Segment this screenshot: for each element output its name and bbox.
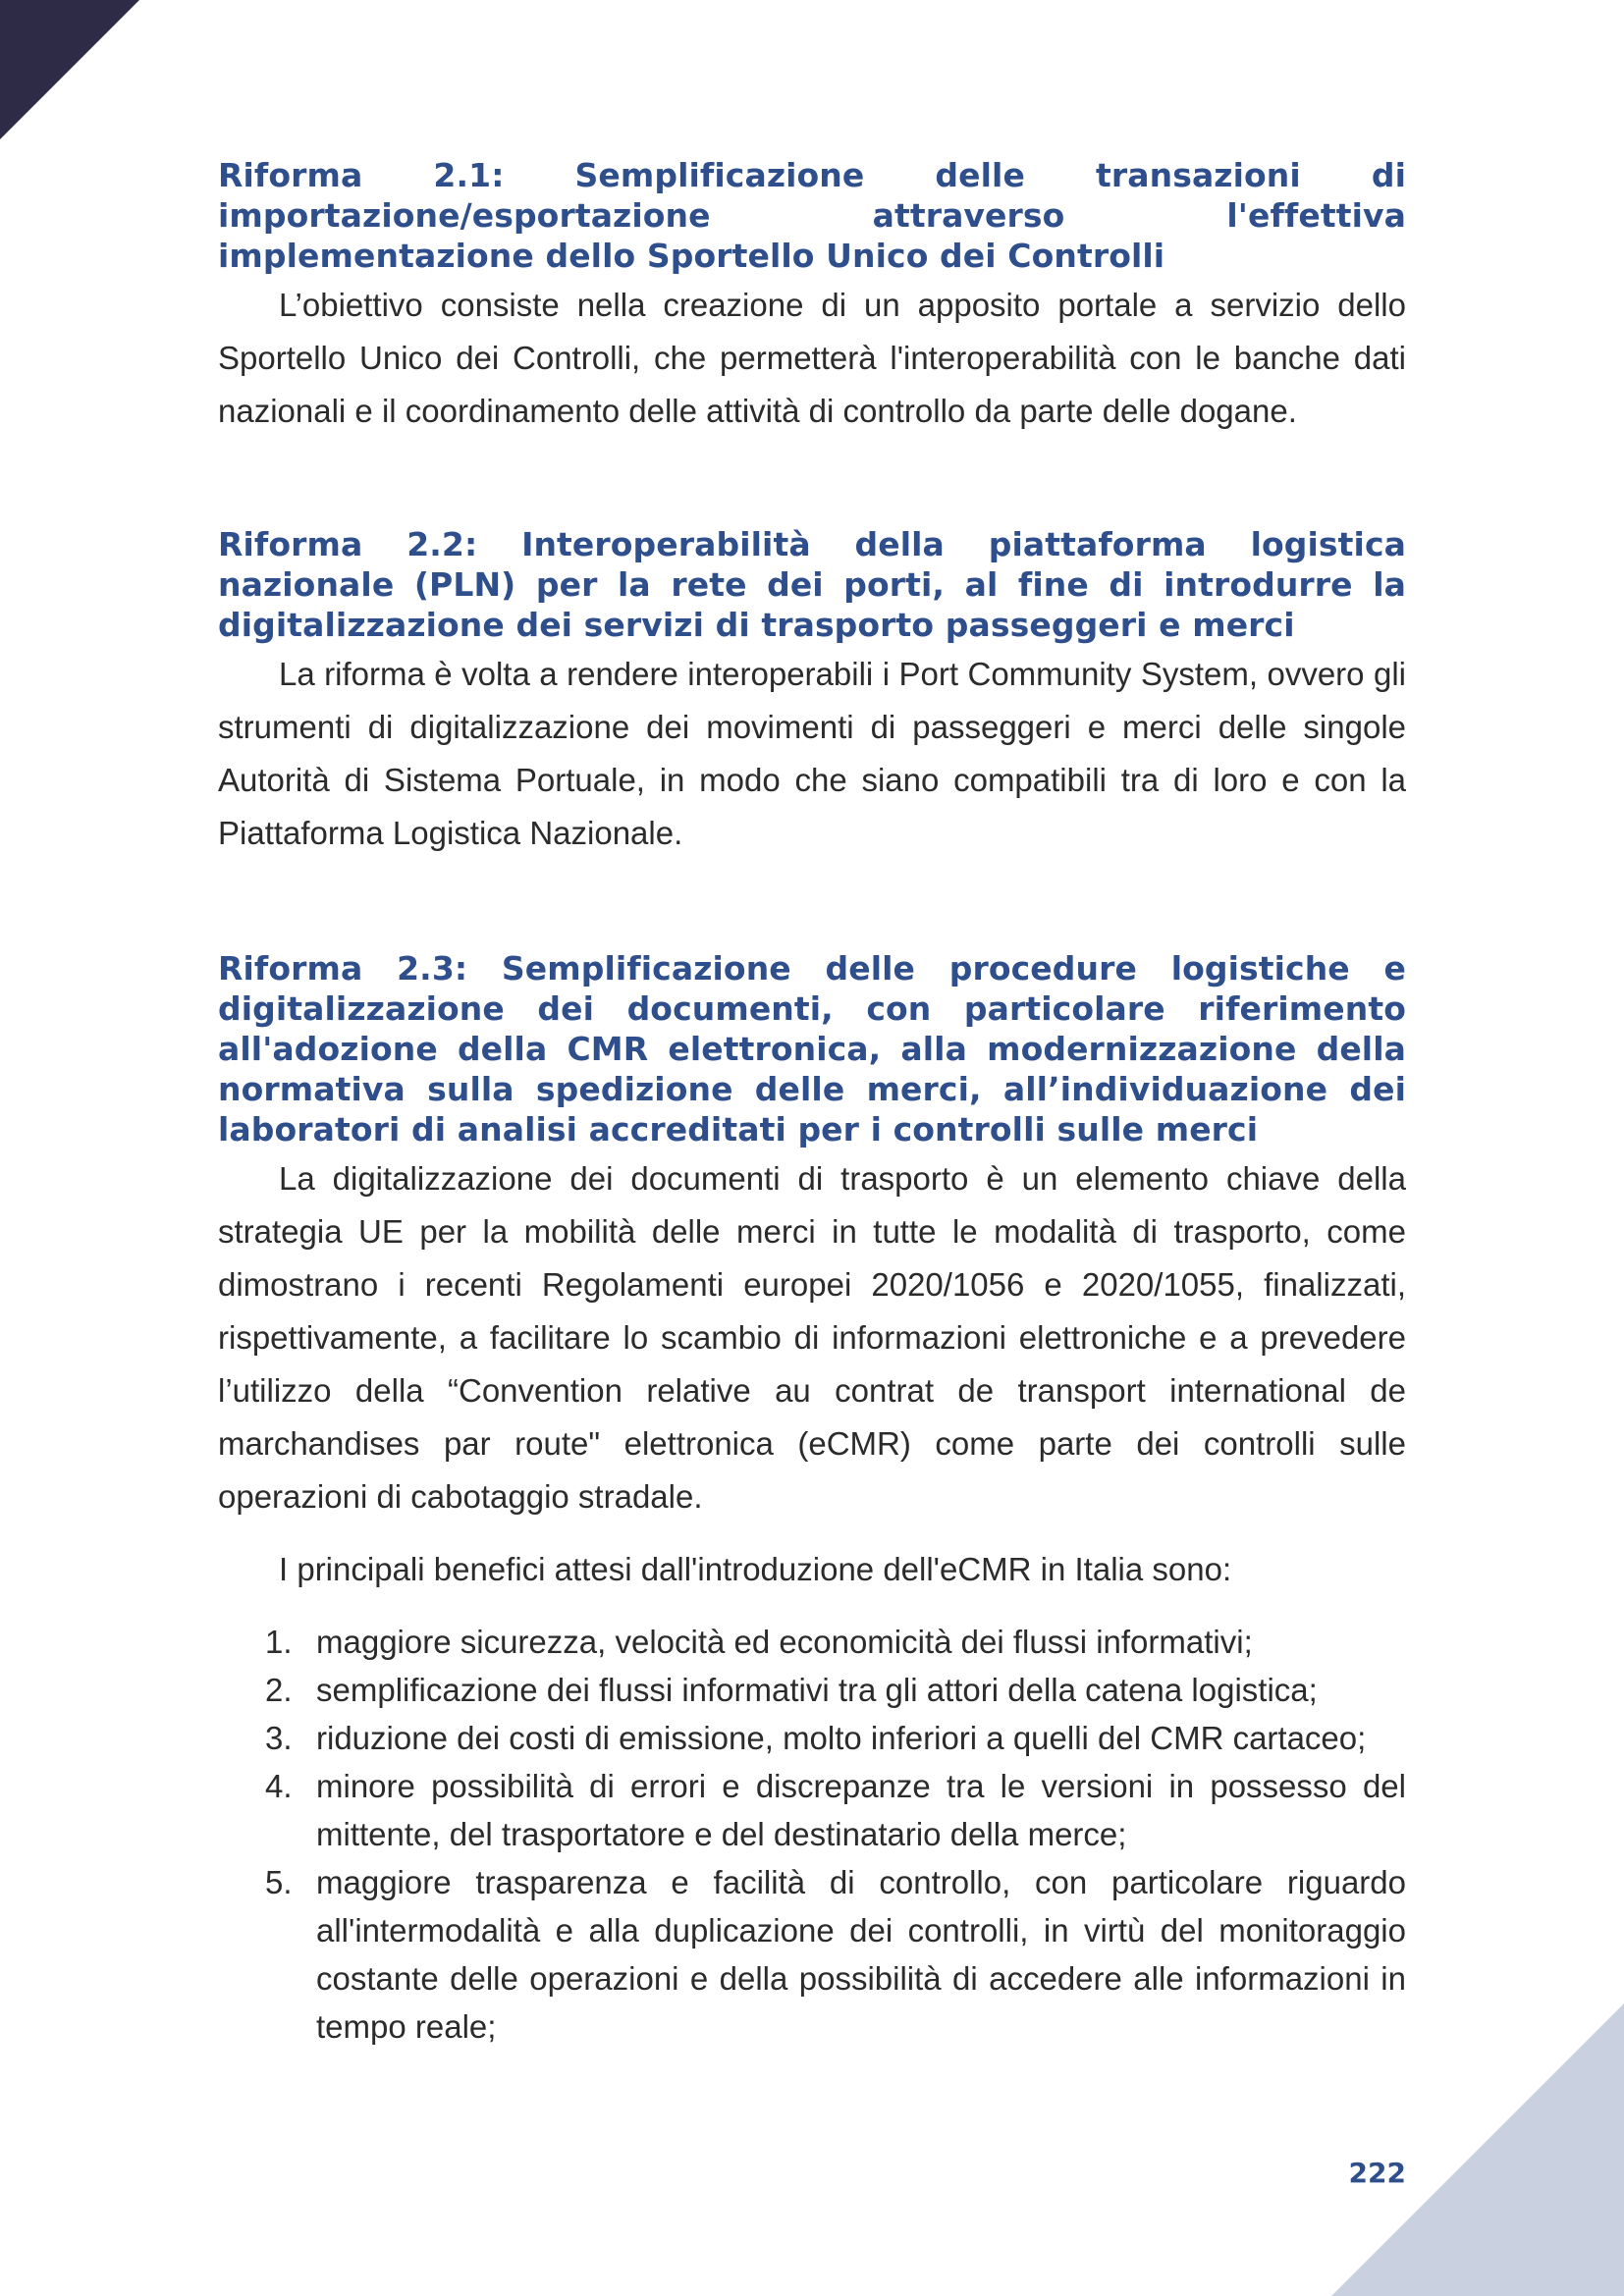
list-item: [218, 1714, 1406, 1762]
section-heading: Riforma 2.3: Semplificazione delle procedure logistiche e digitalizzazione dei documenti, con particolare riferimento all'adozione della CMR elettronica, alla modernizzazione della normativa sulla spedizione delle merci, all’individuazione dei laboratori di analisi accreditati per i controlli sulle merci: [218, 949, 1406, 1148]
list-item-text: minore possibilità di errori e discrepanze tra le versioni in possesso del mittente, del trasportatore e del destinatario della merce;: [316, 1768, 1406, 1852]
list-item: [218, 1618, 1406, 1666]
section-riforma-2-2: [218, 524, 1406, 860]
list-item-number: 3.: [265, 1720, 293, 1756]
section-riforma-2-1: [218, 155, 1406, 438]
list-item-text: semplificazione dei flussi informativi tra gli attori della catena logistica;: [316, 1672, 1318, 1708]
list-item: [218, 1762, 1406, 1858]
section-paragraph: L’obiettivo consiste nella creazione di un apposito portale a servizio dello Sportello Unico dei Controlli, che permetterà l'interoperabilità con le banche dati nazionali e il coordinamento delle attività di controllo da parte delle dogane.: [218, 287, 1406, 429]
benefits-intro: I principali benefici attesi dall'introduzione dell'eCMR in Italia sono:: [279, 1551, 1232, 1587]
section-paragraph: La riforma è volta a rendere interoperabili i Port Community System, ovvero gli strumenti di digitalizzazione dei movimenti di passeggeri e merci delle singole Autorità di Sistema Portuale, in modo che siano compatibili tra di loro e con la Piattaforma Logistica Nazionale.: [218, 656, 1406, 851]
list-item: [218, 1666, 1406, 1714]
section-riforma-2-3: [218, 948, 1406, 1523]
corner-decoration-top-left: [0, 0, 139, 139]
list-item-text: riduzione dei costi di emissione, molto inferiori a quelli del CMR cartaceo;: [316, 1720, 1367, 1756]
page-number: 222: [1348, 2157, 1406, 2189]
list-item: [218, 1858, 1406, 2051]
benefits-list: [218, 1618, 1406, 2051]
list-item-number: 2.: [265, 1672, 293, 1708]
section-heading: Riforma 2.2: Interoperabilità della piattaforma logistica nazionale (PLN) per la rete dei porti, al fine di introdurre la digitalizzazione dei servizi di trasporto passeggeri e merci: [218, 525, 1406, 644]
document-page: [218, 155, 1406, 2051]
list-item-number: 1.: [265, 1624, 293, 1660]
list-item-number: 4.: [265, 1768, 293, 1804]
section-heading: Riforma 2.1: Semplificazione delle transazioni di importazione/esportazione attraverso l'effettiva implementazione dello Sportello Unico dei Controlli: [218, 156, 1406, 275]
list-item-text: maggiore trasparenza e facilità di controllo, con particolare riguardo all'intermodalità e alla duplicazione dei controlli, in virtù del monitoraggio costante delle operazioni e della possibilità di accedere alle informazioni in tempo reale;: [316, 1864, 1406, 2045]
list-item-number: 5.: [265, 1864, 293, 1900]
list-item-text: maggiore sicurezza, velocità ed economicità dei flussi informativi;: [316, 1624, 1253, 1660]
section-paragraph: La digitalizzazione dei documenti di trasporto è un elemento chiave della strategia UE per la mobilità delle merci in tutte le modalità di trasporto, come dimostrano i recenti Regolamenti europei 2020/1056 e 2020/1055, finalizzati, rispettivamente, a facilitare lo scambio di informazioni elettroniche e a prevedere l’utilizzo della “Convention relative au contrat de transport international de marchandises par route" elettronica (eCMR) come parte dei controlli sulle operazioni di cabotaggio stradale.: [218, 1160, 1406, 1515]
